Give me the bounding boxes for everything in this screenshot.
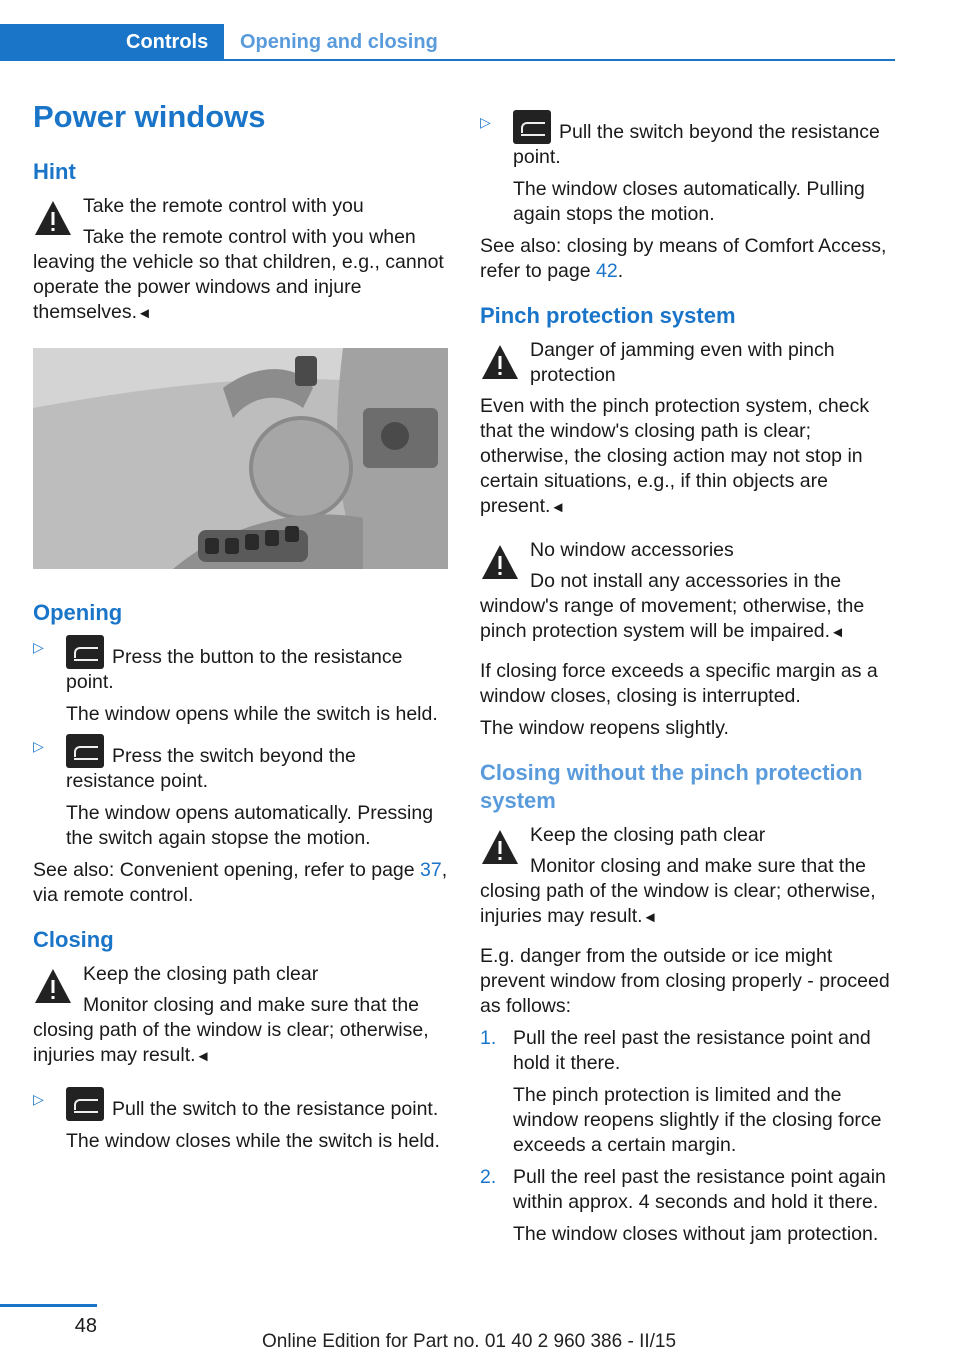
header-rule bbox=[0, 59, 895, 61]
hint-warning-text: Take the remote control with you when leaving the vehicle so that children, e.g., cannot operate the power windows and injure themselves. bbox=[33, 226, 444, 323]
without-pinch-heading: Closing without the pinch protection system bbox=[480, 760, 863, 813]
header-section-tab: Controls bbox=[0, 24, 224, 61]
closing-item-sub: The window closes while the switch is held. bbox=[66, 1130, 440, 1152]
closing-item-text: Pull the switch to the resistance point. bbox=[112, 1098, 439, 1120]
opening-item-1-text: Press the button to the resistance point. bbox=[66, 646, 403, 693]
end-mark: ◄ bbox=[550, 499, 566, 516]
opening-heading: Opening bbox=[33, 600, 123, 625]
right-column bbox=[480, 110, 895, 1254]
pinch-heading: Pinch protection system bbox=[480, 303, 736, 328]
bullet-icon: ▷ bbox=[33, 738, 44, 754]
warning-triangle-icon bbox=[33, 966, 73, 1006]
bullet-icon: ▷ bbox=[480, 114, 491, 130]
page-link-42[interactable]: 42 bbox=[596, 260, 618, 282]
edition-footer: Online Edition for Part no. 01 40 2 960 386 - II/15 bbox=[262, 1331, 677, 1352]
close-auto-sub: The window closes automatically. Pulling again stops the motion. bbox=[513, 178, 865, 225]
close-auto-text: Pull the switch beyond the resistance point. bbox=[513, 121, 880, 168]
step-2-text: Pull the reel past the resistance point again within approx. 4 seconds and hold it there. bbox=[513, 1166, 886, 1213]
pinch-warning-2 bbox=[480, 538, 895, 645]
opening-item-2 bbox=[33, 734, 448, 851]
step-2 bbox=[480, 1165, 895, 1247]
pinch-para-1: If closing force exceeds a specific margin as a window closes, closing is interrupted. bbox=[480, 660, 878, 707]
door-panel-photo bbox=[33, 348, 448, 569]
window-switch-icon bbox=[66, 635, 104, 669]
pinch-warning-2-text: Do not install any accessories in the window's range of movement; otherwise, the pinch protection system will be impaired. bbox=[480, 570, 865, 642]
hint-warning bbox=[33, 194, 448, 326]
warning-triangle-icon bbox=[480, 542, 520, 582]
opening-item-1-sub: The window opens while the switch is held. bbox=[66, 703, 438, 725]
window-switch-icon bbox=[66, 1087, 104, 1121]
bullet-icon: ▷ bbox=[33, 1091, 44, 1107]
end-mark: ◄ bbox=[137, 305, 152, 322]
opening-item-1 bbox=[33, 635, 448, 727]
closing-heading: Closing bbox=[33, 927, 114, 952]
hint-heading: Hint bbox=[33, 159, 76, 184]
closing-item bbox=[33, 1087, 448, 1154]
bullet-icon: ▷ bbox=[33, 639, 44, 655]
warning-triangle-icon bbox=[480, 342, 520, 382]
end-mark: ◄ bbox=[195, 1048, 211, 1065]
left-column bbox=[33, 98, 448, 1161]
step-2-number: 2. bbox=[480, 1166, 497, 1188]
window-switch-icon bbox=[513, 110, 551, 144]
step-2-sub: The window closes without jam protection. bbox=[513, 1223, 879, 1245]
pinch-warning-2-title: No window accessories bbox=[530, 539, 734, 561]
page-link-37[interactable]: 37 bbox=[420, 859, 442, 881]
closing-warning-title: Keep the closing path clear bbox=[83, 963, 319, 985]
opening-see-also: See also: Convenient opening, refer to page 37, via remote control. bbox=[33, 859, 448, 906]
step-1-sub: The pinch protection is limited and the window reopens slightly if the closing force exceeds a certain margin. bbox=[513, 1084, 882, 1156]
pinch-warning-1 bbox=[480, 338, 895, 520]
closing-warning bbox=[33, 962, 448, 1069]
opening-item-2-text: Press the switch beyond the resistance point. bbox=[66, 745, 356, 792]
without-warning bbox=[480, 823, 895, 930]
page-number: 48 bbox=[74, 1315, 97, 1337]
pinch-warning-1-text: Even with the pinch protection system, check that the window's closing path is clear; otherwise, the closing action may not stop in certain situations, e.g., if thin objects are present. bbox=[480, 395, 870, 517]
without-warning-title: Keep the closing path clear bbox=[530, 824, 766, 846]
warning-triangle-icon bbox=[480, 827, 520, 867]
step-1-number: 1. bbox=[480, 1027, 497, 1049]
close-auto-item bbox=[480, 110, 895, 227]
end-mark: ◄ bbox=[642, 909, 658, 926]
pinch-para-2: The window reopens slightly. bbox=[480, 717, 729, 739]
step-1 bbox=[480, 1026, 895, 1158]
footer-rule bbox=[0, 1304, 97, 1307]
header-subsection: Opening and closing bbox=[240, 31, 438, 53]
step-1-text: Pull the reel past the resistance point and hold it there. bbox=[513, 1027, 871, 1074]
without-para: E.g. danger from the outside or ice might prevent window from closing properly - proceed as follows: bbox=[480, 945, 890, 1017]
comfort-access-see-also: See also: closing by means of Comfort Access, refer to page 42. bbox=[480, 235, 887, 282]
pinch-warning-1-title: Danger of jamming even with pinch protection bbox=[530, 339, 835, 386]
hint-warning-title: Take the remote control with you bbox=[83, 195, 364, 217]
without-warning-text: Monitor closing and make sure that the closing path of the window is clear; otherwise, injuries may result. bbox=[480, 855, 876, 927]
opening-item-2-sub: The window opens automatically. Pressing the switch again stopse the motion. bbox=[66, 802, 434, 849]
end-mark: ◄ bbox=[830, 624, 845, 641]
closing-warning-text: Monitor closing and make sure that the closing path of the window is clear; otherwise, injuries may result. bbox=[33, 994, 429, 1066]
page-title: Power windows bbox=[33, 99, 266, 134]
window-switch-icon bbox=[66, 734, 104, 768]
warning-triangle-icon bbox=[33, 198, 73, 238]
